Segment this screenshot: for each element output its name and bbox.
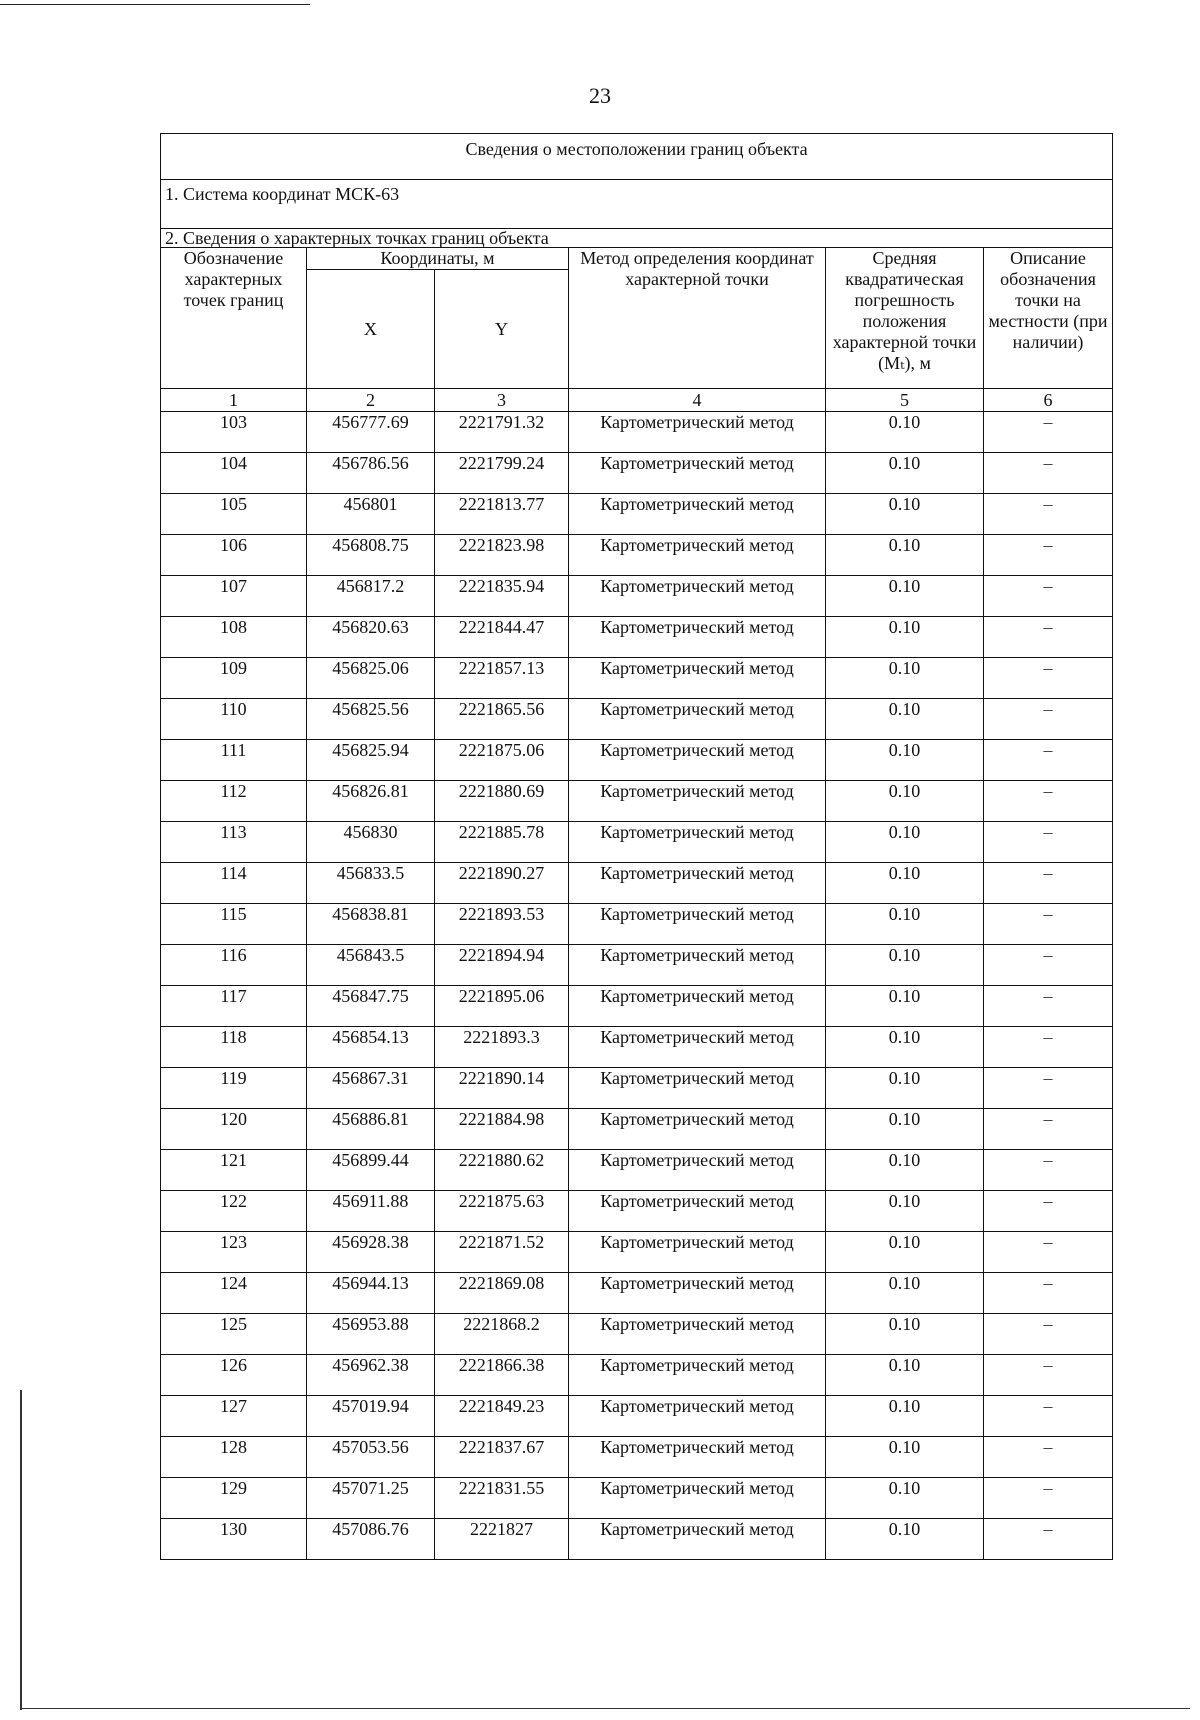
x-cell: 456801 — [307, 494, 435, 535]
error-cell: 0.10 — [826, 1355, 984, 1396]
y-cell: 2221884.98 — [435, 1109, 569, 1150]
table-row — [161, 1519, 1113, 1560]
point-cell: 110 — [161, 699, 307, 740]
table-row — [161, 453, 1113, 494]
header-coordinates: Координаты, м — [307, 248, 569, 270]
point-cell: 105 — [161, 494, 307, 535]
error-cell: 0.10 — [826, 494, 984, 535]
y-cell: 2221831.55 — [435, 1478, 569, 1519]
y-cell: 2221865.56 — [435, 699, 569, 740]
y-cell: 2221890.27 — [435, 863, 569, 904]
description-cell: – — [984, 1273, 1113, 1314]
description-cell: – — [984, 863, 1113, 904]
y-cell: 2221844.47 — [435, 617, 569, 658]
method-cell: Картометрический метод — [569, 1232, 826, 1273]
point-cell: 118 — [161, 1027, 307, 1068]
description-cell: – — [984, 453, 1113, 494]
table-row — [161, 945, 1113, 986]
point-cell: 127 — [161, 1396, 307, 1437]
y-cell: 2221875.06 — [435, 740, 569, 781]
y-cell: 2221868.2 — [435, 1314, 569, 1355]
x-cell: 456899.44 — [307, 1150, 435, 1191]
x-cell: 456867.31 — [307, 1068, 435, 1109]
table-title: Сведения о местоположении границ объекта — [161, 134, 1113, 180]
point-cell: 109 — [161, 658, 307, 699]
table-row — [161, 1396, 1113, 1437]
table-row — [161, 1437, 1113, 1478]
description-cell: – — [984, 576, 1113, 617]
section-points-title: 2. Сведения о характерных точках границ объекта — [161, 229, 1113, 248]
y-cell: 2221827 — [435, 1519, 569, 1560]
table-row — [161, 617, 1113, 658]
point-cell: 103 — [161, 412, 307, 453]
error-cell: 0.10 — [826, 1027, 984, 1068]
description-cell: – — [984, 699, 1113, 740]
y-cell: 2221869.08 — [435, 1273, 569, 1314]
y-cell: 2221885.78 — [435, 822, 569, 863]
error-cell: 0.10 — [826, 699, 984, 740]
column-number: 5 — [826, 389, 984, 412]
description-cell: – — [984, 412, 1113, 453]
y-cell: 2221857.13 — [435, 658, 569, 699]
description-cell: – — [984, 1314, 1113, 1355]
method-cell: Картометрический метод — [569, 1396, 826, 1437]
table-row — [161, 1232, 1113, 1273]
y-cell: 2221880.69 — [435, 781, 569, 822]
point-cell: 122 — [161, 1191, 307, 1232]
error-cell: 0.10 — [826, 781, 984, 822]
description-cell: – — [984, 986, 1113, 1027]
method-cell: Картометрический метод — [569, 494, 826, 535]
point-cell: 114 — [161, 863, 307, 904]
method-cell: Картометрический метод — [569, 1068, 826, 1109]
error-cell: 0.10 — [826, 1109, 984, 1150]
point-cell: 111 — [161, 740, 307, 781]
error-cell: 0.10 — [826, 412, 984, 453]
error-cell: 0.10 — [826, 576, 984, 617]
point-cell: 126 — [161, 1355, 307, 1396]
header-method: Метод определения координат характерной точки — [569, 248, 826, 389]
header-y: Y — [435, 270, 569, 389]
x-cell: 456953.88 — [307, 1314, 435, 1355]
table-row — [161, 1191, 1113, 1232]
y-cell: 2221835.94 — [435, 576, 569, 617]
table-row — [161, 1314, 1113, 1355]
x-cell: 456777.69 — [307, 412, 435, 453]
table-row — [161, 1478, 1113, 1519]
method-cell: Картометрический метод — [569, 1355, 826, 1396]
method-cell: Картометрический метод — [569, 412, 826, 453]
point-cell: 123 — [161, 1232, 307, 1273]
x-cell: 456854.13 — [307, 1027, 435, 1068]
y-cell: 2221890.14 — [435, 1068, 569, 1109]
error-cell: 0.10 — [826, 863, 984, 904]
method-cell: Картометрический метод — [569, 699, 826, 740]
page-number: 23 — [589, 83, 611, 108]
point-cell: 124 — [161, 1273, 307, 1314]
method-cell: Картометрический метод — [569, 535, 826, 576]
error-cell: 0.10 — [826, 1396, 984, 1437]
table-row — [161, 904, 1113, 945]
y-cell: 2221849.23 — [435, 1396, 569, 1437]
x-cell: 457071.25 — [307, 1478, 435, 1519]
y-cell: 2221894.94 — [435, 945, 569, 986]
method-cell: Картометрический метод — [569, 1109, 826, 1150]
y-cell: 2221893.3 — [435, 1027, 569, 1068]
description-cell: – — [984, 1396, 1113, 1437]
y-cell: 2221880.62 — [435, 1150, 569, 1191]
x-cell: 456911.88 — [307, 1191, 435, 1232]
method-cell: Картометрический метод — [569, 904, 826, 945]
x-cell: 456886.81 — [307, 1109, 435, 1150]
description-cell: – — [984, 535, 1113, 576]
description-cell: – — [984, 1437, 1113, 1478]
table-row — [161, 1150, 1113, 1191]
y-cell: 2221823.98 — [435, 535, 569, 576]
x-cell: 456962.38 — [307, 1355, 435, 1396]
method-cell: Картометрический метод — [569, 740, 826, 781]
point-cell: 106 — [161, 535, 307, 576]
x-cell: 456928.38 — [307, 1232, 435, 1273]
x-cell: 456843.5 — [307, 945, 435, 986]
x-cell: 456786.56 — [307, 453, 435, 494]
error-cell: 0.10 — [826, 1068, 984, 1109]
header-designation: Обозначение характерных точек границ — [161, 248, 307, 389]
x-cell: 456944.13 — [307, 1273, 435, 1314]
error-cell: 0.10 — [826, 945, 984, 986]
point-cell: 115 — [161, 904, 307, 945]
point-cell: 130 — [161, 1519, 307, 1560]
method-cell: Картометрический метод — [569, 945, 826, 986]
table-row — [161, 1273, 1113, 1314]
column-number: 4 — [569, 389, 826, 412]
point-cell: 128 — [161, 1437, 307, 1478]
description-cell: – — [984, 1478, 1113, 1519]
x-cell: 456825.06 — [307, 658, 435, 699]
x-cell: 456833.5 — [307, 863, 435, 904]
table-row — [161, 699, 1113, 740]
table-row — [161, 781, 1113, 822]
coordinate-system: 1. Система координат МСК-63 — [161, 180, 1113, 229]
table-row — [161, 1355, 1113, 1396]
method-cell: Картометрический метод — [569, 986, 826, 1027]
table-row — [161, 576, 1113, 617]
error-cell: 0.10 — [826, 822, 984, 863]
description-cell: – — [984, 658, 1113, 699]
x-cell: 456830 — [307, 822, 435, 863]
description-cell: – — [984, 1027, 1113, 1068]
method-cell: Картометрический метод — [569, 1027, 826, 1068]
error-cell: 0.10 — [826, 1314, 984, 1355]
point-cell: 108 — [161, 617, 307, 658]
method-cell: Картометрический метод — [569, 1191, 826, 1232]
y-cell: 2221893.53 — [435, 904, 569, 945]
table-row — [161, 740, 1113, 781]
method-cell: Картометрический метод — [569, 863, 826, 904]
bottom-scan-rule — [20, 1708, 1190, 1709]
y-cell: 2221875.63 — [435, 1191, 569, 1232]
y-cell: 2221799.24 — [435, 453, 569, 494]
error-cell: 0.10 — [826, 1478, 984, 1519]
point-cell: 119 — [161, 1068, 307, 1109]
error-cell: 0.10 — [826, 658, 984, 699]
point-cell: 112 — [161, 781, 307, 822]
x-cell: 456825.94 — [307, 740, 435, 781]
error-cell: 0.10 — [826, 453, 984, 494]
x-cell: 457086.76 — [307, 1519, 435, 1560]
x-cell: 456838.81 — [307, 904, 435, 945]
description-cell: – — [984, 494, 1113, 535]
x-cell: 456847.75 — [307, 986, 435, 1027]
column-number: 1 — [161, 389, 307, 412]
description-cell: – — [984, 945, 1113, 986]
table-row — [161, 412, 1113, 453]
error-cell: 0.10 — [826, 1437, 984, 1478]
x-cell: 456825.56 — [307, 699, 435, 740]
description-cell: – — [984, 1109, 1113, 1150]
description-cell: – — [984, 1355, 1113, 1396]
table-row — [161, 494, 1113, 535]
description-cell: – — [984, 822, 1113, 863]
table-row — [161, 822, 1113, 863]
table-row — [161, 535, 1113, 576]
header-x: X — [307, 270, 435, 389]
table-row — [161, 1109, 1113, 1150]
point-cell: 113 — [161, 822, 307, 863]
error-cell: 0.10 — [826, 986, 984, 1027]
table-row — [161, 1027, 1113, 1068]
description-cell: – — [984, 1068, 1113, 1109]
description-cell: – — [984, 1150, 1113, 1191]
point-cell: 120 — [161, 1109, 307, 1150]
x-cell: 457053.56 — [307, 1437, 435, 1478]
description-cell: – — [984, 740, 1113, 781]
method-cell: Картометрический метод — [569, 1150, 826, 1191]
point-cell: 129 — [161, 1478, 307, 1519]
method-cell: Картометрический метод — [569, 781, 826, 822]
method-cell: Картометрический метод — [569, 453, 826, 494]
column-number: 6 — [984, 389, 1113, 412]
table-row — [161, 986, 1113, 1027]
description-cell: – — [984, 1191, 1113, 1232]
method-cell: Картометрический метод — [569, 1437, 826, 1478]
x-cell: 457019.94 — [307, 1396, 435, 1437]
table-row — [161, 1068, 1113, 1109]
error-cell: 0.10 — [826, 740, 984, 781]
column-number: 3 — [435, 389, 569, 412]
y-cell: 2221871.52 — [435, 1232, 569, 1273]
table-row — [161, 863, 1113, 904]
error-cell: 0.10 — [826, 1150, 984, 1191]
method-cell: Картометрический метод — [569, 658, 826, 699]
error-cell: 0.10 — [826, 1191, 984, 1232]
point-cell: 107 — [161, 576, 307, 617]
method-cell: Картометрический метод — [569, 1273, 826, 1314]
x-cell: 456820.63 — [307, 617, 435, 658]
point-cell: 104 — [161, 453, 307, 494]
y-cell: 2221866.38 — [435, 1355, 569, 1396]
method-cell: Картометрический метод — [569, 1314, 826, 1355]
boundary-points-table — [160, 133, 1113, 1560]
point-cell: 125 — [161, 1314, 307, 1355]
table-row — [161, 658, 1113, 699]
method-cell: Картометрический метод — [569, 1519, 826, 1560]
header-error: Средняя квадратическая погрешность положения характерной точки (Mₜ), м — [826, 248, 984, 389]
point-cell: 116 — [161, 945, 307, 986]
x-cell: 456817.2 — [307, 576, 435, 617]
method-cell: Картометрический метод — [569, 576, 826, 617]
method-cell: Картометрический метод — [569, 617, 826, 658]
error-cell: 0.10 — [826, 1232, 984, 1273]
method-cell: Картометрический метод — [569, 822, 826, 863]
top-scan-rule — [0, 4, 310, 5]
description-cell: – — [984, 904, 1113, 945]
error-cell: 0.10 — [826, 904, 984, 945]
y-cell: 2221813.77 — [435, 494, 569, 535]
method-cell: Картометрический метод — [569, 1478, 826, 1519]
y-cell: 2221837.67 — [435, 1437, 569, 1478]
x-cell: 456808.75 — [307, 535, 435, 576]
description-cell: – — [984, 1519, 1113, 1560]
description-cell: – — [984, 1232, 1113, 1273]
x-cell: 456826.81 — [307, 781, 435, 822]
error-cell: 0.10 — [826, 1273, 984, 1314]
description-cell: – — [984, 781, 1113, 822]
description-cell: – — [984, 617, 1113, 658]
y-cell: 2221895.06 — [435, 986, 569, 1027]
error-cell: 0.10 — [826, 617, 984, 658]
y-cell: 2221791.32 — [435, 412, 569, 453]
point-cell: 121 — [161, 1150, 307, 1191]
error-cell: 0.10 — [826, 535, 984, 576]
point-cell: 117 — [161, 986, 307, 1027]
error-cell: 0.10 — [826, 1519, 984, 1560]
header-description: Описание обозначения точки на местности (при наличии) — [984, 248, 1113, 389]
left-scan-rule — [20, 1390, 22, 1710]
column-number: 2 — [307, 389, 435, 412]
